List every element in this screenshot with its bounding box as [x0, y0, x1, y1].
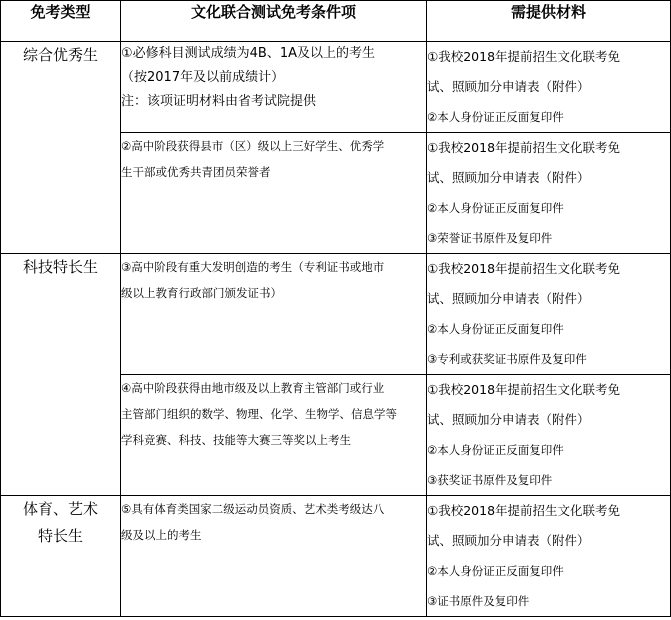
exempt-type-cell	[1, 42, 121, 254]
material-item: ③证书原件及复印件	[427, 594, 530, 608]
table-row	[1, 42, 671, 133]
condition-line: ②高中阶段获得县市（区）级以上三好学生、优秀学	[121, 139, 385, 153]
material-item: ①我校2018年提前招生文化联考免	[427, 382, 621, 397]
material-item: ①我校2018年提前招生文化联考免	[427, 261, 621, 276]
condition-line: （按2017年及以前成绩计）	[121, 70, 285, 85]
header-materials: 需提供材料	[427, 1, 671, 42]
condition-note: 注：该项证明材料由省考试院提供	[121, 94, 317, 109]
materials-cell	[427, 375, 671, 496]
header-condition: 文化联合测试免考条件项	[121, 1, 427, 42]
materials-cell	[427, 496, 671, 617]
material-item: ②本人身份证正反面复印件	[427, 322, 564, 336]
exempt-type-cell	[1, 496, 121, 617]
condition-line: ④高中阶段获得由地市级及以上教育主管部门或行业	[121, 381, 385, 395]
materials-cell	[427, 133, 671, 254]
material-item: 试、照顾加分申请表（附件）	[427, 291, 590, 306]
exempt-type-label: 体育、艺术	[22, 500, 98, 518]
table-header-row	[1, 1, 671, 42]
condition-line: 级以上教育行政部门颁发证书）	[121, 286, 282, 300]
condition-line: ①必修科目测试成绩为4B、1A及以上的考生	[121, 46, 376, 61]
material-item: ①我校2018年提前招生文化联考免	[427, 140, 621, 155]
material-item: 试、照顾加分申请表（附件）	[427, 412, 590, 427]
condition-line: ③高中阶段有重大发明创造的考生（专利证书或地市	[121, 260, 385, 274]
condition-cell	[121, 496, 427, 617]
condition-cell	[121, 42, 427, 133]
exempt-type-label: 综合优秀生	[22, 46, 98, 64]
material-item: 试、照顾加分申请表（附件）	[427, 79, 590, 94]
condition-cell	[121, 133, 427, 254]
material-item: ③专利或获奖证书原件及复印件	[427, 352, 587, 366]
material-item: ③获奖证书原件及复印件	[427, 473, 553, 487]
materials-cell	[427, 254, 671, 375]
condition-line: 生干部或优秀共青团员荣誉者	[121, 165, 271, 179]
material-item: ②本人身份证正反面复印件	[427, 201, 564, 215]
exempt-type-label: 科技特长生	[22, 258, 98, 276]
material-item: ②本人身份证正反面复印件	[427, 443, 564, 457]
exempt-type-label: 特长生	[37, 527, 83, 545]
material-item: ②本人身份证正反面复印件	[427, 110, 564, 124]
table-row	[1, 496, 671, 617]
materials-cell	[427, 42, 671, 133]
condition-line: ⑤具有体育类国家二级运动员资质、艺术类考级达八	[121, 502, 385, 516]
condition-line: 学科竞赛、科技、技能等大赛三等奖以上考生	[121, 433, 351, 447]
table-row	[1, 254, 671, 375]
material-item: 试、照顾加分申请表（附件）	[427, 533, 590, 548]
material-item: ①我校2018年提前招生文化联考免	[427, 503, 621, 518]
condition-line: 主管部门组织的数学、物理、化学、生物学、信息学等	[121, 407, 397, 421]
material-item: 试、照顾加分申请表（附件）	[427, 170, 590, 185]
material-item: ②本人身份证正反面复印件	[427, 564, 564, 578]
exempt-type-cell	[1, 254, 121, 496]
header-exempt-type: 免考类型	[1, 1, 121, 42]
condition-cell	[121, 375, 427, 496]
material-item: ③荣誉证书原件及复印件	[427, 231, 553, 245]
material-item: ①我校2018年提前招生文化联考免	[427, 49, 621, 64]
condition-line: 级及以上的考生	[121, 528, 202, 542]
condition-cell	[121, 254, 427, 375]
